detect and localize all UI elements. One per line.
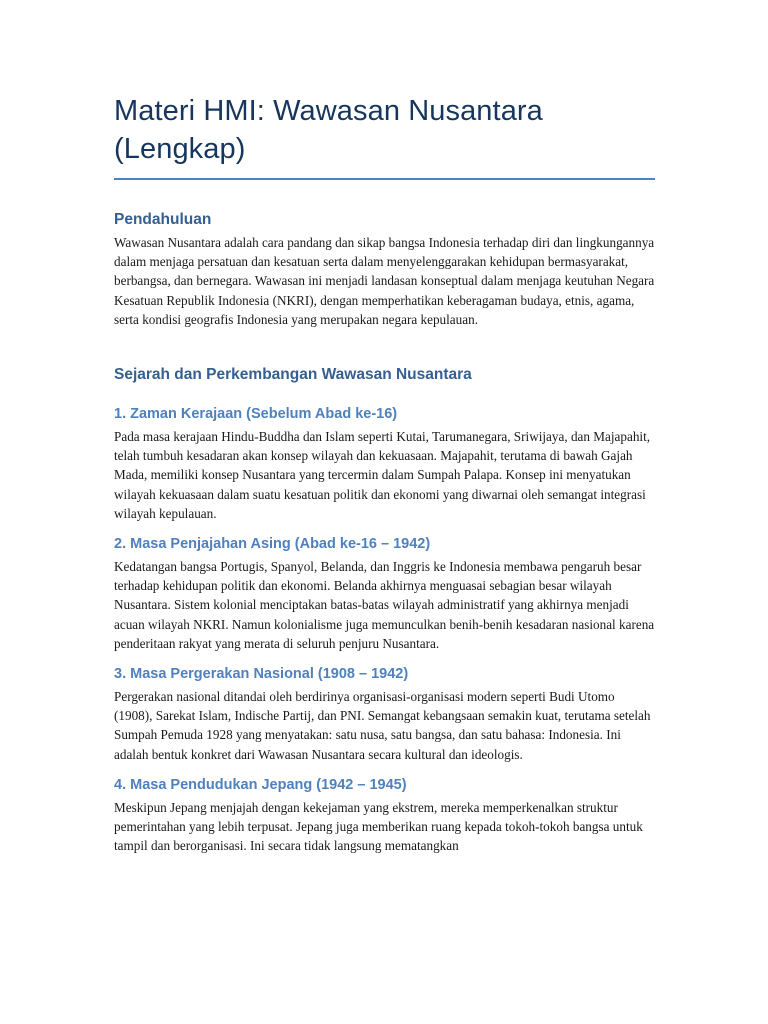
subheading-pendudukan-jepang: 4. Masa Pendudukan Jepang (1942 – 1945): [114, 776, 407, 793]
paragraph-pergerakan-nasional: Pergerakan nasional ditandai oleh berdirinya organisasi-organisasi modern seperti Budi Utomo (1908), Sarekat Islam, Indische Partij, dan PNI. Semangat kebangsaan semakin kuat, terutama setelah Sumpah Pemuda 1928 yang menyatakan: satu nusa, satu bangsa, dan satu bahasa: Indonesia. Ini adalah bentuk konkret dari Wawasan Nusantara secara kultural dan ideologis.: [114, 689, 651, 762]
paragraph-pendudukan-jepang: Meskipun Jepang menjajah dengan kekejaman yang ekstrem, mereka memperkenalkan struktur pemerintahan yang lebih terpusat. Jepang juga memberikan ruang kepada tokoh-tokoh bangsa untuk tampil dan berorganisasi. Ini secara tidak langsung mematangkan: [114, 799, 643, 854]
subheading-pergerakan-nasional: 3. Masa Pergerakan Nasional (1908 – 1942): [114, 666, 409, 683]
heading-pendahuluan: Pendahuluan: [114, 211, 212, 228]
subheading-zaman-kerajaan: 1. Zaman Kerajaan (Sebelum Abad ke-16): [114, 406, 398, 423]
paragraph-masa-penjajahan: Kedatangan bangsa Portugis, Spanyol, Belanda, dan Inggris ke Indonesia membawa pengaruh besar terhadap kehidupan politik dan ekonomi. Belanda akhirnya menguasai sebagian besar wilayah Nusantara. Sistem kolonial menciptakan batas-batas wilayah administratif yang akhirnya menjadi acuan wilayah NKRI. Namun kolonialisme juga memunculkan benih-benih kesadaran nasional karena penderitaan rakyat yang merata di seluruh penjuru Nusantara.: [114, 559, 655, 651]
title-divider: [114, 178, 655, 180]
document-page: [114, 92, 655, 855]
heading-sejarah: Sejarah dan Perkembangan Wawasan Nusantara: [114, 366, 472, 384]
paragraph-pendahuluan: Wawasan Nusantara adalah cara pandang dan sikap bangsa Indonesia terhadap diri dan lingkungannya dalam menjaga persatuan dan kesatuan serta dalam menyelenggarakan kehidupan bermasyarakat, berbangsa, dan bernegara. Wawasan ini menjadi landasan konseptual dalam menjaga keutuhan Negara Kesatuan Republik Indonesia (NKRI), dengan memperhatikan keberagaman budaya, etnis, agama, serta kondisi geografis Indonesia yang merupakan negara kepulauan.: [114, 235, 655, 327]
subheading-masa-penjajahan: 2. Masa Penjajahan Asing (Abad ke-16 – 1942): [114, 536, 431, 553]
document-title: Materi HMI: Wawasan Nusantara (Lengkap): [114, 95, 543, 165]
paragraph-zaman-kerajaan: Pada masa kerajaan Hindu-Buddha dan Islam seperti Kutai, Tarumanegara, Sriwijaya, dan Majapahit, telah tumbuh kesadaran akan konsep wilayah dan kekuasaan. Majapahit, terutama di bawah Gajah Mada, memiliki konsep Nusantara yang tercermin dalam Sumpah Palapa. Konsep ini menyatukan wilayah kekuasaan dalam suatu kesatuan politik dan ekonomi yang diwarnai oleh semangat integrasi wilayah kepulauan.: [114, 429, 651, 521]
